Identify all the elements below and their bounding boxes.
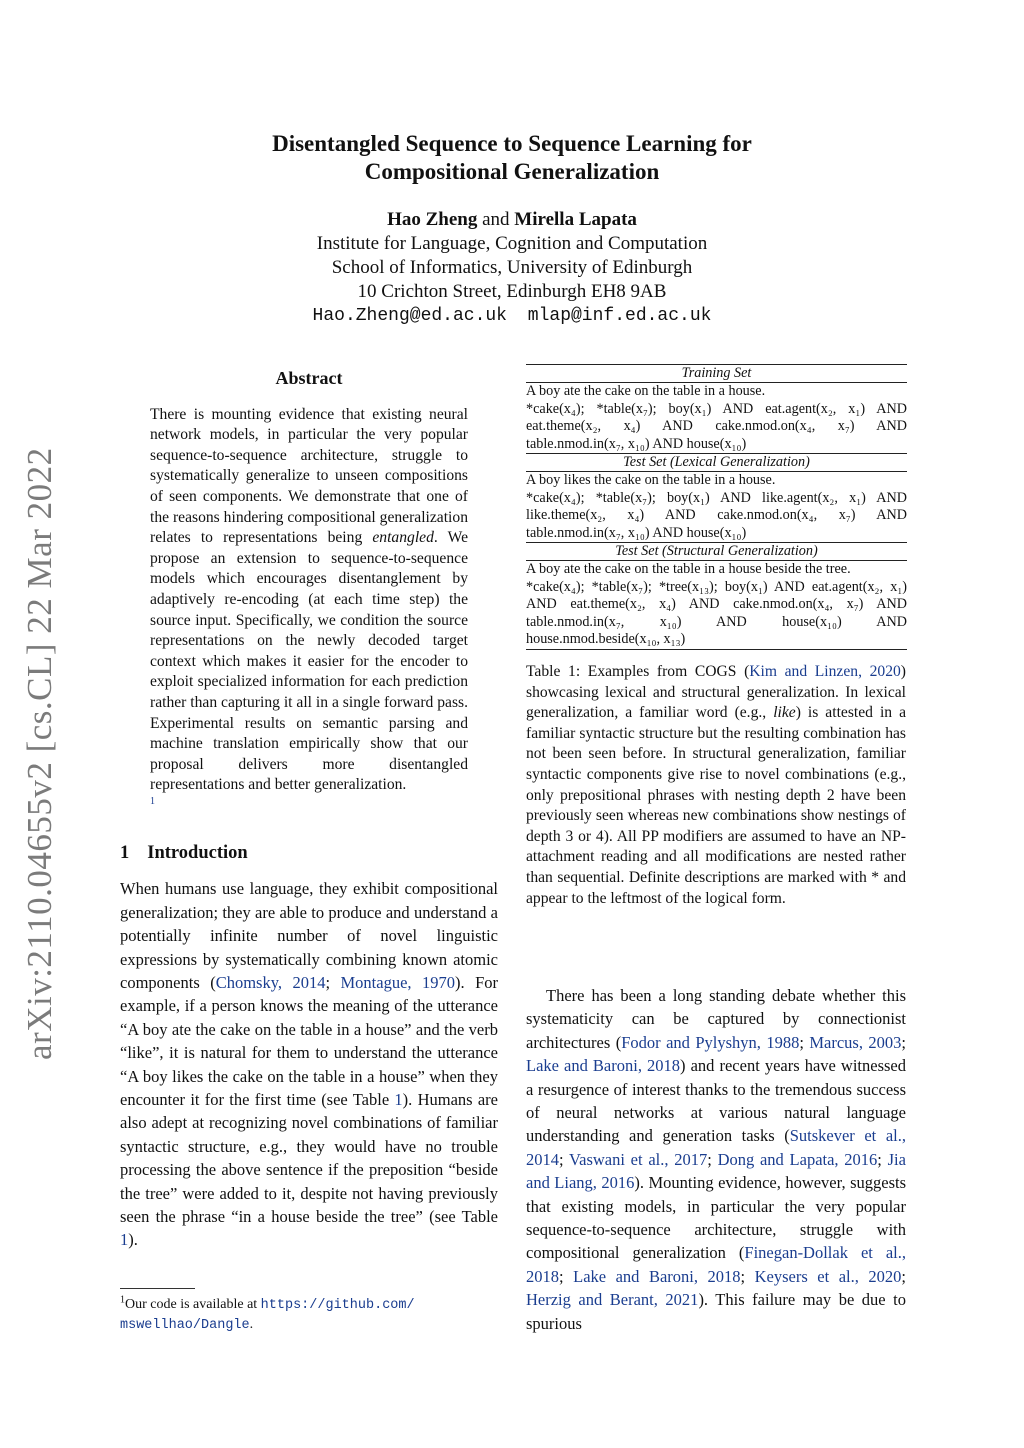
author-block — [150, 208, 874, 328]
author-emails — [150, 304, 874, 328]
caption-like: like — [773, 704, 796, 722]
cite-separator: ; — [325, 972, 341, 992]
footnote-url-2[interactable]: mswellhao/Dangle — [120, 1318, 250, 1333]
sep-2: ; — [901, 1032, 906, 1052]
intro-text-c: ). Humans are also adept at recognizing novel combinations of familiar syntactic structure, e.g., they would have no trouble processing the above sentence if the preposition “beside the tree” were added to it, despite not having previously seen the phrase “in a house beside the tree” (see Table — [120, 1089, 498, 1226]
cite-chomsky[interactable]: Chomsky, 2014 — [215, 972, 326, 992]
paper-title — [150, 130, 874, 186]
cite-lake-baroni-1[interactable]: Lake and Baroni, 2018 — [526, 1056, 681, 1076]
table-structural-logical-form: *cake(x₄); *table(x₇); *tree(x₁₃); boy(x₁) AND eat.agent(x₂, x₁) AND eat.theme(x₂, x₄) AND cake.nmod.on(x₄, x₇) AND table.nmod.in(x₇, x₁₀) AND house(x₁₀) AND house.nmod.beside(x₁₀, x₁₃) — [526, 578, 907, 648]
cite-kim-linzen[interactable]: Kim and Linzen, 2020 — [749, 663, 901, 680]
abstract-part-1: There is mounting evidence that existing neural network models, in particular the very popular sequence-to-sequence architecture, struggle to systematically generalize to unseen compositions of seen components. We demonstrate that one of the reasons hindering compositional generalization relates to representations being — [150, 405, 468, 547]
sep-1: ; — [799, 1032, 810, 1052]
intro-heading — [120, 843, 498, 864]
right-text-d: ). This failure may be due to spurious — [526, 1290, 906, 1333]
footnote — [120, 1288, 500, 1335]
cite-jia-liang[interactable]: Jia and Liang, 2016 — [526, 1149, 906, 1193]
caption-a: Table 1: Examples from COGS ( — [526, 663, 750, 680]
cite-fodor[interactable]: Fodor and Pylyshyn, 1988 — [621, 1032, 800, 1052]
sep-7: ; — [740, 1266, 755, 1286]
affiliation-3: 10 Crichton Street, Edinburgh EH8 9AB — [357, 281, 667, 302]
email-1: Hao.Zheng@ed.ac.uk — [312, 306, 507, 326]
abstract-entangled: entangled — [372, 529, 434, 547]
cite-lake-baroni-2[interactable]: Lake and Baroni, 2018 — [573, 1266, 741, 1286]
footnote-text: Our code is available at — [125, 1297, 261, 1312]
affiliation-2: School of Informatics, University of Edinburgh — [331, 257, 693, 278]
intro-text-b: ). For example, if a person knows the meaning of the utterance “A boy ate the cake on the table in a house” and the verb “like”, it is natural for them to understand the utterance “A boy likes the cake on the table in a house” when they encounter it for the first time (see Table — [120, 972, 498, 1109]
table-structural-block — [526, 542, 907, 648]
table-ref-1[interactable]: 1 — [394, 1089, 403, 1109]
table-structural-sentence: A boy ate the cake on the table in a house beside the tree. — [526, 561, 851, 578]
table-lexical-block — [526, 453, 907, 542]
author-names — [150, 208, 874, 232]
abstract-part-2: . We propose an extension to sequence-to-sequence models which encourages disentanglement by adaptively re-encoding (at each time step) the source input. Specifically, we condition the source representations on the newly decoded target context which makes it easier for the encoder to exploit specialized information for each prediction rather than capturing it all in a single forward pass. Experimental results on semantic parsing and machine translation empirically show that our proposal delivers more disentangled representations and better generalization. — [150, 529, 469, 794]
caption-b: ) showcasing lexical and structural generalization. In lexical generalization, a familiar word (e.g., — [526, 663, 906, 722]
right-text-c: ). Mounting evidence, however, suggests that existing models, in particular the very popular sequence-to-sequence architecture, struggle with compositional generalization ( — [526, 1173, 906, 1263]
abstract-footnote-link[interactable]: 1 — [150, 795, 155, 807]
intro-text-d: ). — [128, 1230, 138, 1250]
cite-marcus[interactable]: Marcus, 2003 — [809, 1032, 902, 1052]
table-training-logical-form: *cake(x₄); *table(x₇); boy(x₁) AND eat.agent(x₂, x₁) AND eat.theme(x₂, x₄) AND cake.nmod.on(x₄, x₇) AND table.nmod.in(x₇, x₁₀) AND house(x₁₀) — [526, 400, 907, 452]
author-2: Mirella Lapata — [514, 209, 637, 230]
cite-dong-lapata[interactable]: Dong and Lapata, 2016 — [717, 1149, 878, 1169]
affiliation-1: Institute for Language, Cognition and Computation — [316, 233, 708, 254]
table-training-head: Training Set — [526, 365, 907, 383]
sep-8: ; — [901, 1266, 906, 1286]
sep-6: ; — [559, 1266, 574, 1286]
author-1: Hao Zheng — [387, 209, 478, 230]
left-column — [120, 368, 498, 1252]
cite-sutskever[interactable]: Sutskever et al., 2014 — [526, 1126, 906, 1169]
table-structural-head: Test Set (Structural Generalization) — [526, 543, 907, 561]
table-bottom-rule — [526, 649, 907, 650]
intro-section-title: Introduction — [147, 842, 248, 863]
intro-section-number: 1 — [120, 842, 130, 863]
abstract-text — [150, 405, 468, 817]
table-lexical-head: Test Set (Lexical Generalization) — [526, 454, 907, 472]
email-2: mlap@inf.ed.ac.uk — [527, 306, 712, 326]
right-text-b: ) and recent years have witnessed a resurgence of interest thanks to the tremendous success of neural networks at various natural language understanding and generation tasks ( — [526, 1056, 906, 1146]
title-line-2: Compositional Generalization — [364, 159, 660, 184]
abstract-heading: Abstract — [275, 368, 343, 388]
table-training-sentence: A boy ate the cake on the table in a house. — [526, 383, 766, 400]
author-conjunction: and — [482, 209, 510, 230]
footnote-end: . — [249, 1317, 254, 1332]
table-caption — [526, 662, 906, 909]
arxiv-identifier: arXiv:2110.04655v2 [cs.CL] 22 Mar 2022 — [20, 447, 59, 1060]
cite-vaswani[interactable]: Vaswani et al., 2017 — [569, 1149, 708, 1169]
cogs-examples-table — [526, 364, 907, 650]
caption-c: ) is attested in a familiar syntactic structure but the resulting combination has not been seen before. In structural generalization, familiar syntactic components give rise to novel combinations (e.g., only prepositional phrases with nesting depth 2 have been previously seen whereas new combinations show nestings of depth 3 or 4). All PP modifiers are assumed to have an NP-attachment reading and all modifications are nested rather than sequential. Definite descriptions are marked with * and appear to the leftmost of the logical form. — [526, 704, 906, 907]
table-lexical-logical-form: *cake(x₄); *table(x₇); boy(x₁) AND like.agent(x₂, x₁) AND like.theme(x₂, x₄) AND cake.nmod.on(x₄, x₇) AND table.nmod.in(x₇, x₁₀) AND house(x₁₀) — [526, 489, 907, 541]
sep-5: ; — [877, 1149, 888, 1169]
cite-keysers[interactable]: Keysers et al., 2020 — [754, 1266, 902, 1286]
title-line-1: Disentangled Sequence to Sequence Learning for — [272, 131, 752, 156]
cite-montague[interactable]: Montague, 1970 — [340, 972, 455, 992]
intro-paragraph — [120, 877, 498, 1252]
footnote-number: 1 — [120, 1294, 125, 1306]
table-ref-2[interactable]: 1 — [120, 1230, 129, 1250]
intro-text-a: When humans use language, they exhibit compositional generalization; they are able to produce and understand a potentially infinite number of novel linguistic expressions by systematically combining known atomic components ( — [120, 879, 498, 992]
table-lexical-sentence: A boy likes the cake on the table in a house. — [526, 472, 776, 489]
cite-herzig-berant[interactable]: Herzig and Berant, 2021 — [526, 1290, 699, 1310]
footnote-url-1[interactable]: https://github.com/ — [260, 1298, 415, 1313]
right-text-a: There has been a long standing debate whether this systematicity can be captured by connectionist architectures ( — [526, 986, 906, 1052]
table-training-block — [526, 364, 907, 453]
footnote-rule — [120, 1288, 195, 1289]
sep-3: ; — [559, 1149, 570, 1169]
right-column-paragraph — [526, 984, 906, 1335]
cite-finegan[interactable]: Finegan-Dollak et al., 2018 — [526, 1243, 906, 1286]
sep-4: ; — [707, 1149, 718, 1169]
